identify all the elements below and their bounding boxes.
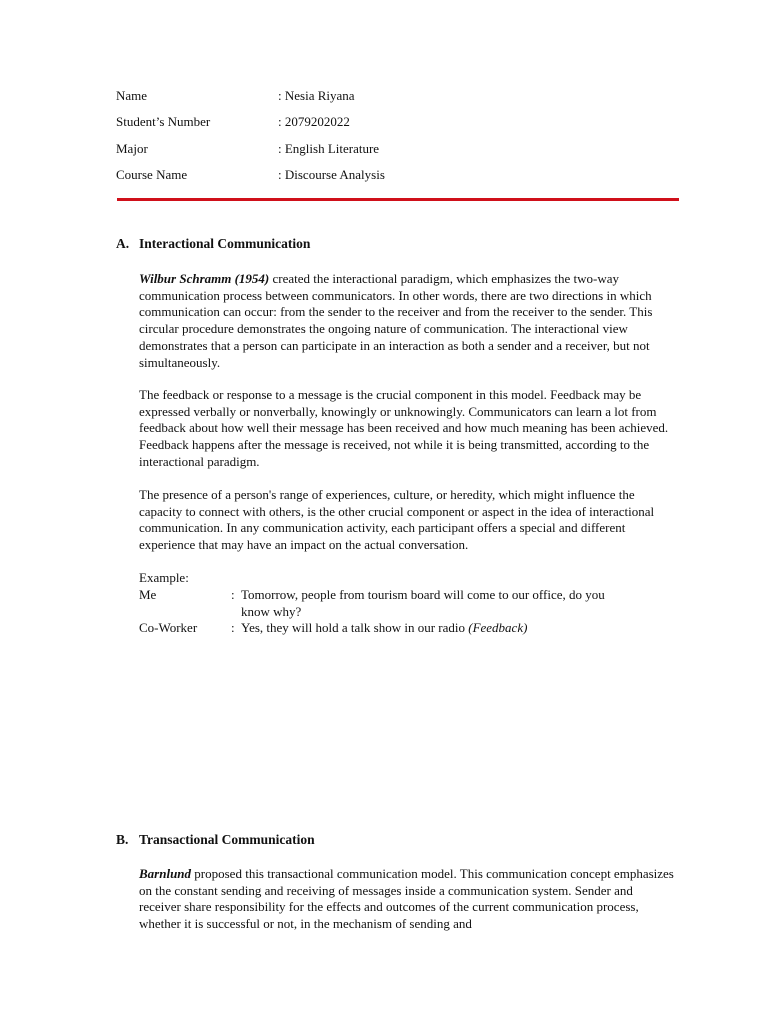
section-a-paragraph-3 xyxy=(139,487,675,554)
info-value: : 2079202022 xyxy=(278,114,350,129)
example-speaker: Co-Worker xyxy=(139,620,198,635)
utterance-line-1: Tomorrow, people from tourism board will come to our office, do you xyxy=(241,587,605,602)
info-label: Name xyxy=(116,88,148,103)
section-letter: B. xyxy=(116,832,129,847)
section-a-paragraph-2 xyxy=(139,387,675,471)
feedback-note: (Feedback) xyxy=(468,620,528,635)
header-divider xyxy=(117,198,679,201)
example-utterance xyxy=(231,620,651,637)
info-value: : English Literature xyxy=(278,141,380,156)
example-utterance xyxy=(231,587,651,620)
example-speaker: Me xyxy=(139,587,157,602)
author-citation: Barnlund xyxy=(139,866,192,881)
info-label: Course Name xyxy=(116,167,188,182)
example-label: Example: xyxy=(139,570,189,585)
paragraph-text: The feedback or response to a message is the crucial component in this model. Feedback may be expressed verbally or nonverbally, knowingly or unknowingly. Communicators can learn a lot from feedback about how well their message has been received and how much meaning has been achieved. Feedback happens after the message is received, not while it is being transmitted, according to the interactional paradigm. xyxy=(139,387,669,469)
paragraph-text: proposed this transactional communication model. This communication concept emphasizes on the constant sending and receiving of messages inside a communication system. Sender and receiver share responsibility for the effects and outcomes of the current communication process, whether it is successful or not, in the mechanism of sending and xyxy=(139,866,674,932)
section-b-paragraph-1 xyxy=(139,866,675,933)
section-title: Transactional Communication xyxy=(139,832,315,847)
colon: : xyxy=(231,587,235,602)
info-value: : Discourse Analysis xyxy=(278,167,385,182)
section-letter: A. xyxy=(116,236,130,251)
section-b-heading xyxy=(116,832,315,848)
paragraph-text: created the interactional paradigm, which emphasizes the two-way communication process between communicators. In other words, there are two directions in which communication can occur: from the sender to the receiver and from the receiver to the sender. This circular procedure demonstrates the ongoing nature of communication. The interactional view demonstrates that a person can participate in an interaction as both a sender and a receiver, but not simultaneously. xyxy=(139,271,653,370)
utterance-line-2: know why? xyxy=(241,603,302,619)
info-label: Major xyxy=(116,141,148,156)
author-citation: Wilbur Schramm (1954) xyxy=(139,271,270,286)
info-value: : Nesia Riyana xyxy=(278,88,355,103)
info-label: Student’s Number xyxy=(116,114,211,129)
paragraph-text: The presence of a person's range of experiences, culture, or heredity, which might influence the capacity to connect with others, is the other crucial component or aspect in the idea of interactional communication. In any communication activity, each participant offers a special and different experience that may have an impact on the actual conversation. xyxy=(139,487,655,553)
section-title: Interactional Communication xyxy=(139,236,311,251)
utterance-text: Yes, they will hold a talk show in our radio xyxy=(241,620,469,635)
section-a-paragraph-1 xyxy=(139,271,675,371)
colon: : xyxy=(231,620,235,635)
section-a-heading xyxy=(116,236,310,252)
